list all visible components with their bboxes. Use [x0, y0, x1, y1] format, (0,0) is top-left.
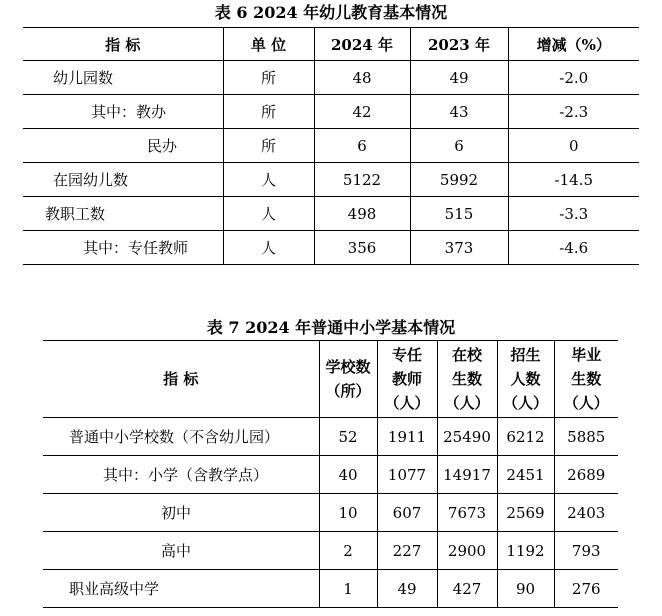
table7-indicator-cell: 初中: [43, 494, 319, 532]
table6-indicator-cell: 教职工数: [23, 197, 223, 231]
table7-teachers-cell: 1077: [377, 456, 437, 494]
table7-school-stats: [43, 340, 618, 608]
table7-header-recruited: [497, 341, 554, 418]
table6-2023-cell: 49: [410, 61, 508, 95]
table-row: [23, 231, 639, 265]
table6-2023-cell: 515: [410, 197, 508, 231]
table-row: [23, 197, 639, 231]
table7-recruited-cell: 2451: [497, 456, 554, 494]
table6-unit-cell: 人: [223, 163, 314, 197]
table6-change-cell: 0: [508, 129, 639, 163]
table7-header-row: [43, 341, 618, 418]
table-row: [43, 532, 618, 570]
table6-header-unit: 单 位: [223, 28, 314, 61]
table6-2024-cell: 356: [314, 231, 410, 265]
table6-unit-cell: 所: [223, 129, 314, 163]
table7-schools-cell: 1: [319, 570, 377, 608]
table7-enrolled-cell: 2900: [437, 532, 497, 570]
table7-recruited-cell: 1192: [497, 532, 554, 570]
table7-graduates-cell: 5885: [554, 418, 618, 456]
table6-change-cell: -3.3: [508, 197, 639, 231]
table7-graduates-cell: 2403: [554, 494, 618, 532]
table7-header-line: 招生: [510, 346, 541, 364]
table-row: [43, 494, 618, 532]
table7-header-line: 生数: [571, 370, 602, 388]
table7-recruited-cell: 6212: [497, 418, 554, 456]
table7-graduates-cell: 2689: [554, 456, 618, 494]
table-row: [23, 129, 639, 163]
table-row: [23, 163, 639, 197]
table6-header-2023: 2023 年: [410, 28, 508, 61]
table-row: [23, 95, 639, 129]
table7-header-line: （人）: [384, 394, 430, 412]
table7-indicator-cell: 职业高级中学: [43, 570, 319, 608]
table7-header-line: 指 标: [163, 370, 199, 388]
table-row: [43, 418, 618, 456]
table6-2023-cell: 373: [410, 231, 508, 265]
table7-graduates-cell: 793: [554, 532, 618, 570]
table7-header-teachers: [377, 341, 437, 418]
table6-header-2024: 2024 年: [314, 28, 410, 61]
table6-header-indicator: 指 标: [23, 28, 223, 61]
table6-2024-cell: 5122: [314, 163, 410, 197]
table6-header-change: 增减（%）: [508, 28, 639, 61]
table7-header-line: 学校数: [325, 358, 371, 376]
table7-header-line: （人）: [563, 394, 609, 412]
table-row: [23, 61, 639, 95]
table6-2024-cell: 42: [314, 95, 410, 129]
table7-teachers-cell: 49: [377, 570, 437, 608]
table7-indicator-cell: 其中：小学（含教学点）: [43, 456, 319, 494]
table6-unit-cell: 所: [223, 61, 314, 95]
table6-kindergarten-stats: [23, 27, 639, 265]
table7-header-line: （人）: [444, 394, 490, 412]
table7-enrolled-cell: 427: [437, 570, 497, 608]
table6-indicator-cell: 其中：专任教师: [23, 231, 223, 265]
table7-header-schools: [319, 341, 377, 418]
table7-recruited-cell: 90: [497, 570, 554, 608]
table7-enrolled-cell: 7673: [437, 494, 497, 532]
table7-header-line: 生数: [451, 370, 482, 388]
table7-indicator-cell: 普通中小学校数（不含幼儿园）: [43, 418, 319, 456]
table7-schools-cell: 40: [319, 456, 377, 494]
table6-indicator-cell: 民办: [23, 129, 223, 163]
table6-2024-cell: 498: [314, 197, 410, 231]
table6-caption: 表 6 2024 年幼儿教育基本情况: [214, 3, 448, 22]
table7-recruited-cell: 2569: [497, 494, 554, 532]
table-row: [43, 456, 618, 494]
table7-header-graduates: [554, 341, 618, 418]
table7-header-line: （人）: [502, 394, 548, 412]
table6-2024-cell: 48: [314, 61, 410, 95]
table7-teachers-cell: 227: [377, 532, 437, 570]
table7-header-line: 人数: [510, 370, 541, 388]
table7-header-indicator: [43, 341, 319, 418]
table7-teachers-cell: 607: [377, 494, 437, 532]
table6-indicator-cell: 其中：教办: [23, 95, 223, 129]
table7-graduates-cell: 276: [554, 570, 618, 608]
table7-header-line: 专任: [391, 346, 422, 364]
table7-header-line: 教师: [391, 370, 422, 388]
table7-indicator-cell: 高中: [43, 532, 319, 570]
table7-schools-cell: 52: [319, 418, 377, 456]
table7-header-line: （所）: [325, 382, 371, 400]
table7-enrolled-cell: 14917: [437, 456, 497, 494]
table6-2024-cell: 6: [314, 129, 410, 163]
table6-2023-cell: 5992: [410, 163, 508, 197]
table6-2023-cell: 43: [410, 95, 508, 129]
table6-change-cell: -4.6: [508, 231, 639, 265]
table7-teachers-cell: 1911: [377, 418, 437, 456]
table7-enrolled-cell: 25490: [437, 418, 497, 456]
table7-header-line: 在校: [451, 346, 482, 364]
table6-header-row: [23, 28, 639, 61]
table6-indicator-cell: 在园幼儿数: [23, 163, 223, 197]
table7-caption: 表 7 2024 年普通中小学基本情况: [206, 318, 456, 337]
table6-unit-cell: 人: [223, 197, 314, 231]
table7-schools-cell: 2: [319, 532, 377, 570]
table7-header-line: 毕业: [571, 346, 602, 364]
table6-change-cell: -14.5: [508, 163, 639, 197]
table6-unit-cell: 人: [223, 231, 314, 265]
table6-2023-cell: 6: [410, 129, 508, 163]
table-row: [43, 570, 618, 608]
table6-change-cell: -2.3: [508, 95, 639, 129]
table6-unit-cell: 所: [223, 95, 314, 129]
table7-header-enrolled: [437, 341, 497, 418]
table6-indicator-cell: 幼儿园数: [23, 61, 223, 95]
table7-schools-cell: 10: [319, 494, 377, 532]
table6-change-cell: -2.0: [508, 61, 639, 95]
